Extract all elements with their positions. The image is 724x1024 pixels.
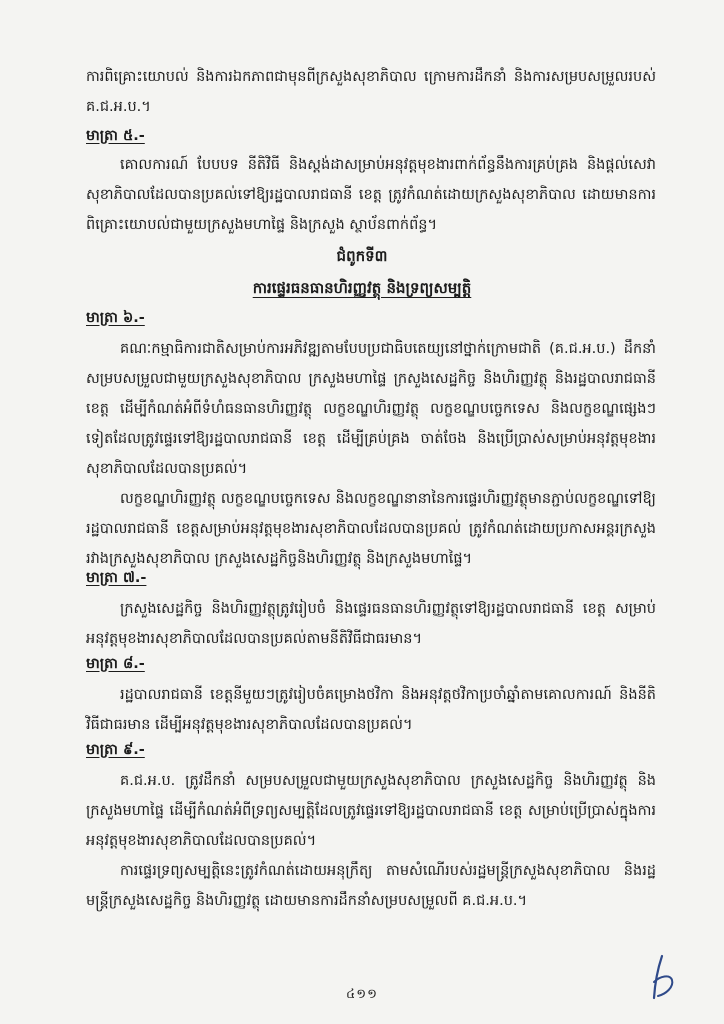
article-9-heading: មាត្រា ៩.-	[86, 742, 145, 758]
article-8-body	[86, 680, 656, 740]
article-5-body	[86, 150, 656, 240]
article-7-heading: មាត្រា ៧.-	[86, 570, 147, 586]
article-5-paragraph: គោលការណ៍ បែបបទ នីតិវិធី និងស្តង់ដាសម្រាប់អនុវត្តមុខងារពាក់ព័ន្ធនឹងការគ្រប់គ្រង និងផ្តល់សេវាសុខាភិបាលដែលបានប្រគល់ទៅឱ្យរដ្ឋបាលរាជធានី ខេត្ត ត្រូវកំណត់ដោយក្រសួងសុខាភិបាល ដោយមានការពិគ្រោះយោបល់ជាមួយក្រសួងមហាផ្ទៃ និងក្រសួង ស្ថាប័នពាក់ព័ន្ធ។	[86, 157, 656, 233]
article-7-paragraph: ក្រសួងសេដ្ឋកិច្ច និងហិរញ្ញវត្ថុត្រូវរៀបចំ និងផ្ទេរធនធានហិរញ្ញវត្ថុទៅឱ្យរដ្ឋបាលរាជធានី ខេត្ត សម្រាប់អនុវត្តមុខងារសុខាភិបាលដែលបានប្រគល់តាមនីតិវិធីជាធរមាន។	[86, 601, 656, 647]
article-9-body	[86, 766, 656, 916]
article-8-heading: មាត្រា ៨.-	[86, 656, 145, 672]
article-6-body	[86, 334, 656, 574]
chapter-title: ការផ្ទេរធនធានហិរញ្ញវត្ថុ និងទ្រព្យសម្បត្តិ	[252, 279, 472, 297]
article-5-heading: មាត្រា ៥.-	[86, 128, 145, 144]
article-7-body	[86, 594, 656, 654]
article-9-paragraph-1: គ.ជ.អ.ប. ត្រូវដឹកនាំ សម្របសម្រួលជាមួយក្រសួងសុខាភិបាល ក្រសួងសេដ្ឋកិច្ច និងហិរញ្ញវត្ថុ និងក្រសួងមហាផ្ទៃ ដើម្បីកំណត់អំពីទ្រព្យសម្បត្តិដែលត្រូវផ្ទេរទៅឱ្យរដ្ឋបាលរាជធានី ខេត្ត សម្រាប់ប្រើប្រាស់ក្នុងការអនុវត្តមុខងារសុខាភិបាលដែលបានប្រគល់។	[86, 773, 656, 849]
article-6-paragraph-1: គណៈកម្មាធិការជាតិសម្រាប់ការអភិវឌ្ឍតាមបែបប្រជាធិបតេយ្យនៅថ្នាក់ក្រោមជាតិ (គ.ជ.អ.ប.) ដឹកនាំ សម្របសម្រួលជាមួយក្រសួងសុខាភិបាល ក្រសួងមហាផ្ទៃ ក្រសួងសេដ្ឋកិច្ច និងហិរញ្ញវត្ថុ និងរដ្ឋបាលរាជធានី ខេត្ត ដើម្បីកំណត់អំពីទំហំធនធានហិរញ្ញវត្ថុ លក្ខខណ្ឌហិរញ្ញវត្ថុ លក្ខខណ្ឌបច្ចេកទេស និងលក្ខខណ្ឌផ្សេងៗទៀតដែលត្រូវផ្ទេរទៅឱ្យរដ្ឋបាលរាជធានី ខេត្ត ដើម្បីគ្រប់គ្រង ចាត់ចែង និងប្រើប្រាស់សម្រាប់អនុវត្តមុខងារសុខាភិបាលដែលបានប្រគល់។	[86, 341, 656, 477]
paragraph-continuation: ការពិគ្រោះយោបល់ និងការឯកភាពជាមុនពីក្រសួងសុខាភិបាល ក្រោមការដឹកនាំ និងការសម្របសម្រួលរបស់ គ.ជ.អ.ប.។	[86, 69, 656, 115]
page-number: ៤១១	[346, 987, 378, 1002]
article-6-paragraph-2: លក្ខខណ្ឌហិរញ្ញវត្ថុ លក្ខខណ្ឌបច្ចេកទេស និងលក្ខខណ្ឌនានានៃការផ្ទេរហិរញ្ញវត្ថុមានភ្ជាប់លក្ខខណ្ឌទៅឱ្យរដ្ឋបាលរាជធានី ខេត្តសម្រាប់អនុវត្តមុខងារសុខាភិបាលដែលបានប្រគល់ ត្រូវកំណត់ដោយប្រកាសអន្តរក្រសួងរវាងក្រសួងសុខាភិបាល ក្រសួងសេដ្ឋកិច្ចនិងហិរញ្ញវត្ថុ និងក្រសួងមហាផ្ទៃ។	[86, 491, 656, 567]
chapter-number: ជំពូកទី៣	[336, 247, 388, 265]
article-6-heading: មាត្រា ៦.-	[86, 310, 145, 326]
article-9-paragraph-2: ការផ្ទេរទ្រព្យសម្បត្តិនេះត្រូវកំណត់ដោយអនុក្រឹត្យ តាមសំណើរបស់រដ្ឋមន្ត្រីក្រសួងសុខាភិបាល និងរដ្ឋមន្ត្រីក្រសួងសេដ្ឋកិច្ច និងហិរញ្ញវត្ថុ ដោយមានការដឹកនាំសម្របសម្រួលពី គ.ជ.អ.ប.។	[86, 863, 656, 909]
article-8-paragraph: រដ្ឋបាលរាជធានី ខេត្តនីមួយៗត្រូវរៀបចំគម្រោងថវិកា និងអនុវត្តថវិកាប្រចាំឆ្នាំតាមគោលការណ៍ និងនីតិវិធីជាធរមាន ដើម្បីអនុវត្តមុខងារសុខាភិបាលដែលបានប្រគល់។	[86, 687, 656, 733]
paragraph-top	[86, 62, 656, 122]
